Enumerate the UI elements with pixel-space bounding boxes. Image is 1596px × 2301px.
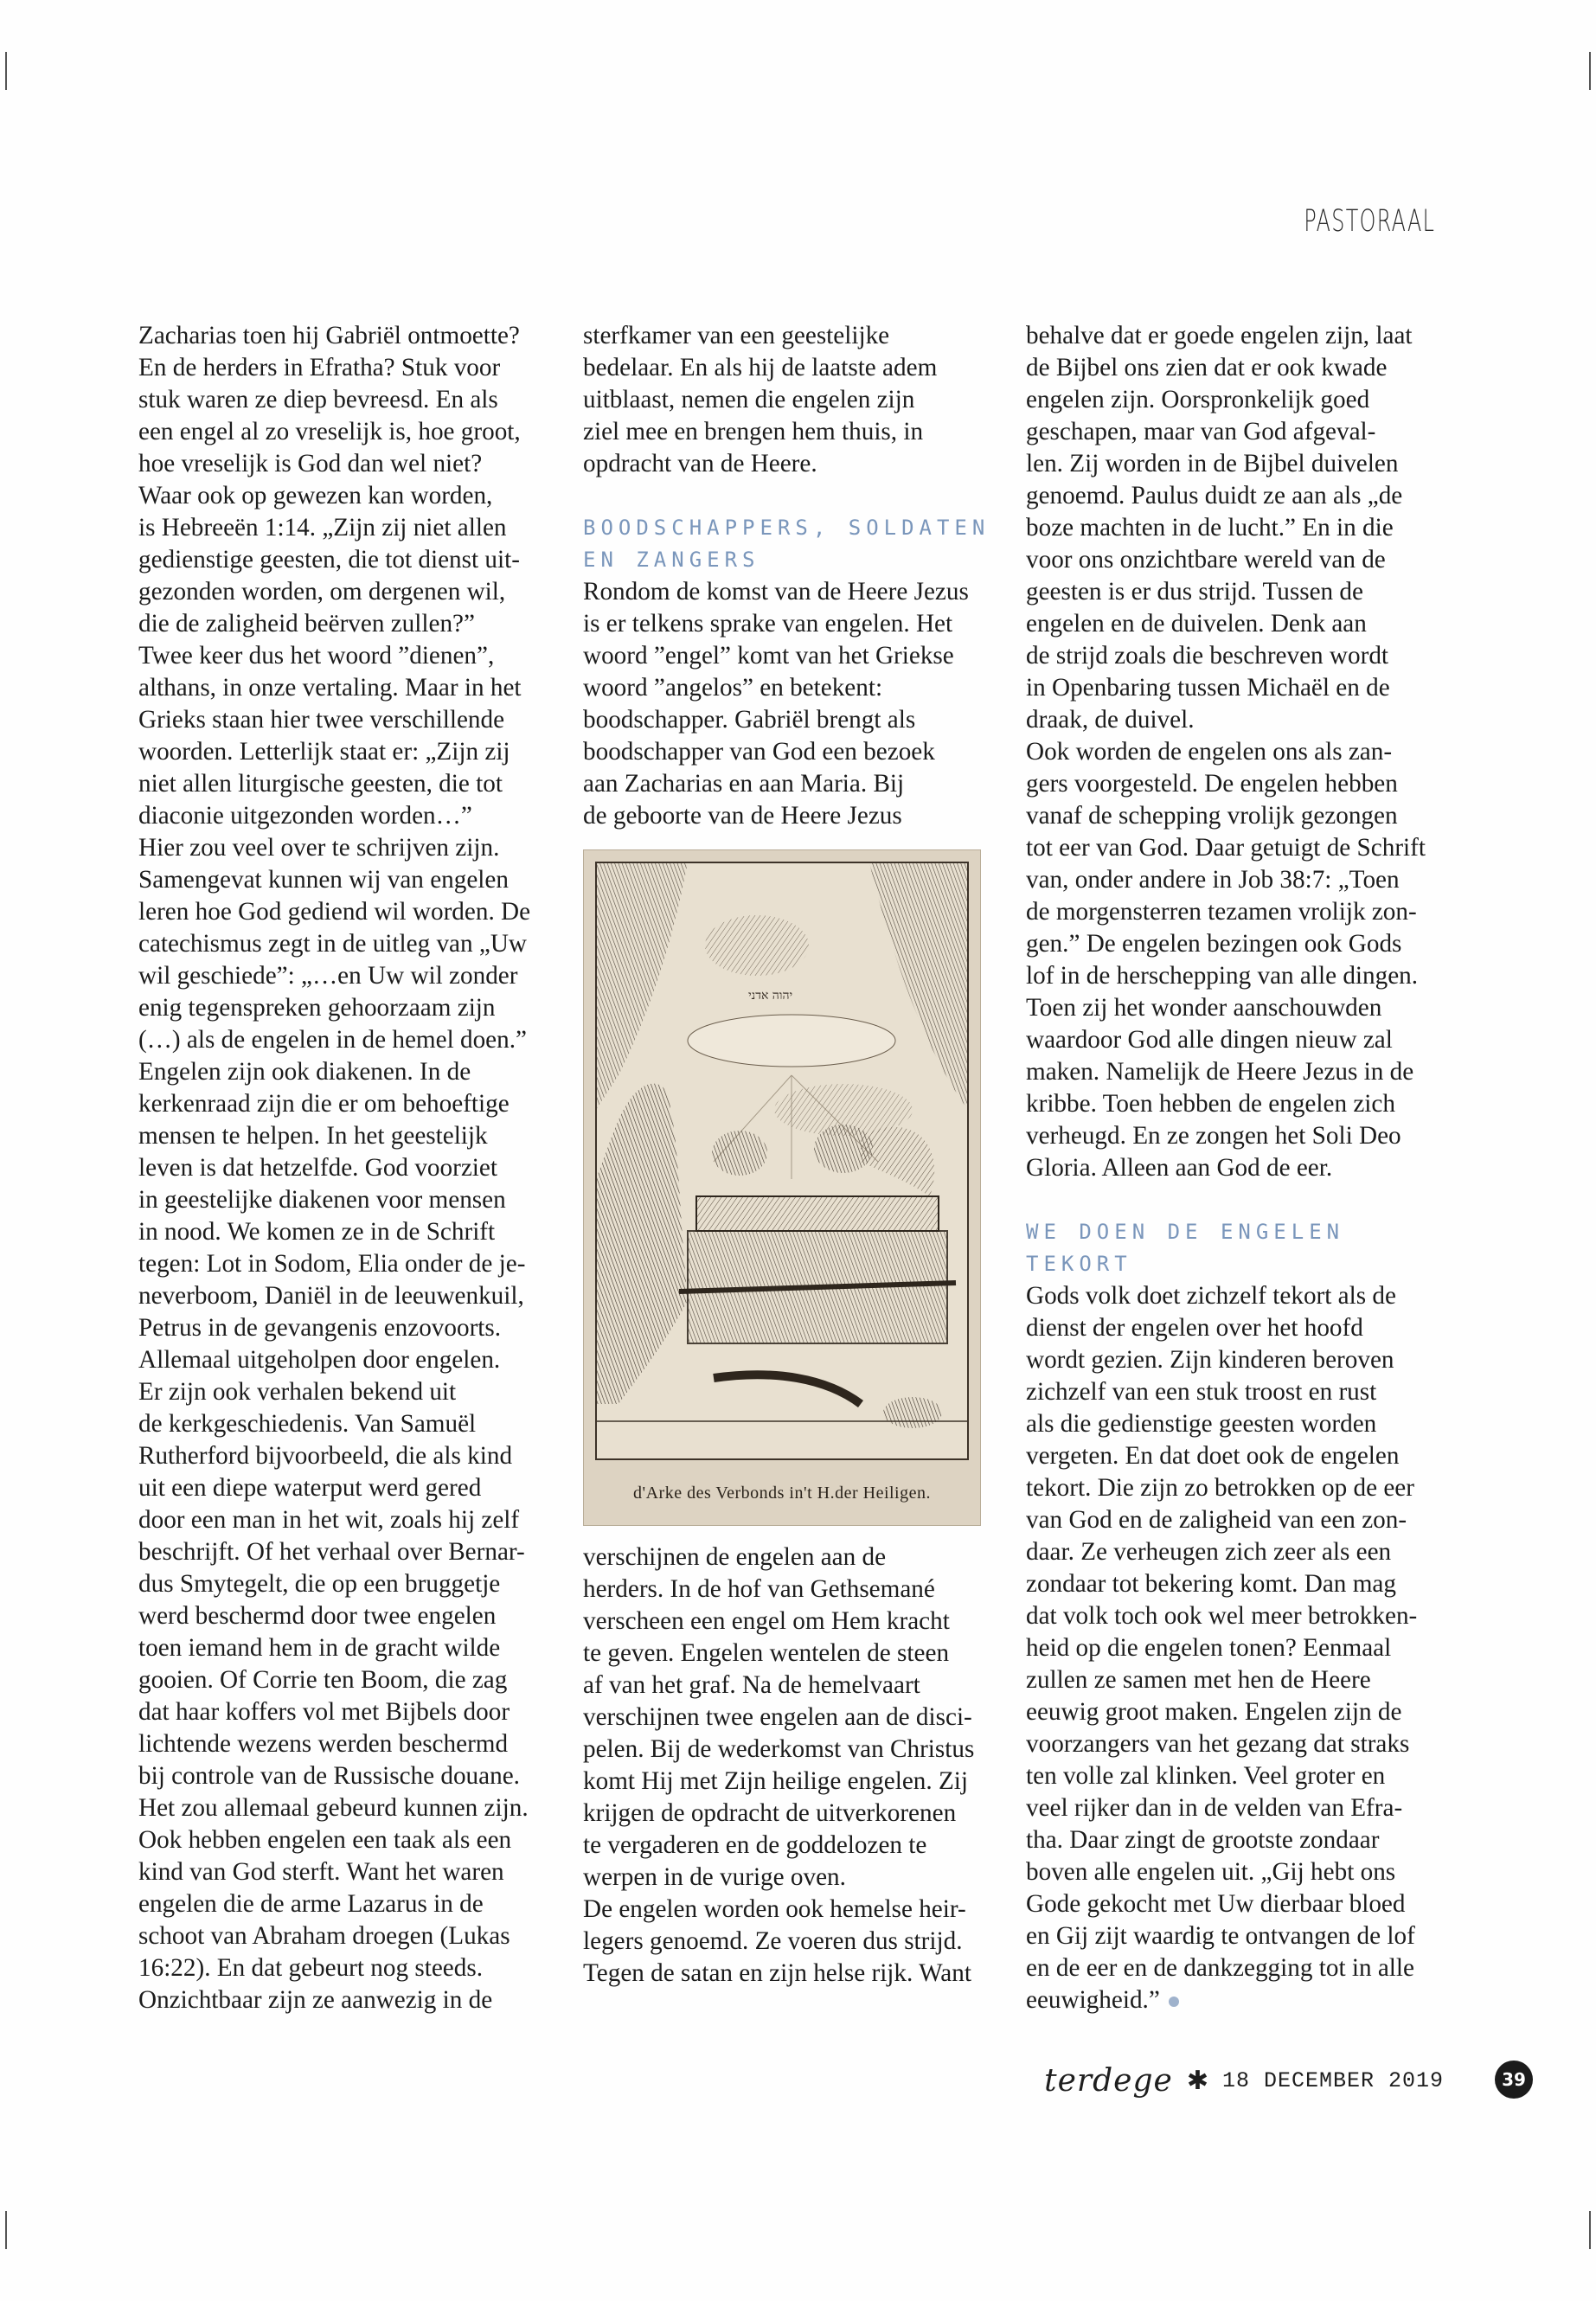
text-line: dus Smytegelt, die op een bruggetje <box>138 1570 501 1598</box>
text-line: Gloria. Alleen aan God de eer. <box>1026 1154 1333 1182</box>
text-line: uitblaast, nemen die engelen zijn <box>583 386 915 413</box>
text-line: de kerkgeschiedenis. Van Samuël <box>138 1410 477 1438</box>
text-line: Waar ook op gewezen kan worden, <box>138 482 493 510</box>
text-line: woord ”angelos” en betekent: <box>583 674 883 702</box>
text-line: de geboorte van de Heere Jezus <box>583 802 902 830</box>
text-line: van, onder andere in Job 38:7: „Toen <box>1026 866 1400 894</box>
crop-mark <box>1589 52 1591 90</box>
text-line: mensen te helpen. In het geestelijk <box>138 1122 488 1150</box>
text-column-1 <box>138 320 545 2016</box>
column-2-mid <box>583 576 998 832</box>
text-line: enig tegenspreken gehoorzaam zijn <box>138 994 496 1022</box>
text-line: behalve dat er goede engelen zijn, laat <box>1026 322 1413 349</box>
text-line: krijgen de opdracht de uitverkorenen <box>583 1799 957 1827</box>
subhead-boodschappers <box>583 512 998 576</box>
text-line: sterfkamer van een geestelijke <box>583 322 890 349</box>
text-line: veel rijker dan in de velden van Efra- <box>1026 1794 1403 1822</box>
text-line: Samengevat kunnen wij van engelen <box>138 866 509 894</box>
text-line: Engelen zijn ook diakenen. In de <box>138 1058 471 1086</box>
column-3-bottom <box>1026 1280 1450 2016</box>
text-line: tot eer van God. Daar getuigt de Schrift <box>1026 834 1426 862</box>
text-line: is Hebreeën 1:14. „Zijn zij niet allen <box>138 514 507 542</box>
text-line: (…) als de engelen in de hemel doen.” <box>138 1026 527 1054</box>
text-line: daar. Ze verheugen zich zeer als een <box>1026 1538 1392 1566</box>
text-line-end: eeuwigheid.” <box>1026 1986 1160 2014</box>
text-line: verschijnen twee engelen aan de disci- <box>583 1703 972 1731</box>
column-3-top <box>1026 320 1450 1184</box>
text-line: genoemd. Paulus duidt ze aan als „de <box>1026 482 1403 510</box>
text-line: wil geschiede”: „…en Uw wil zonder <box>138 962 518 990</box>
text-line: in geestelijke diakenen voor mensen <box>138 1186 506 1214</box>
subhead-line: EN ZANGERS <box>583 548 760 572</box>
subhead-line: BOODSCHAPPERS, SOLDATEN <box>583 516 990 540</box>
text-line: niet allen liturgische geesten, die tot <box>138 770 503 798</box>
text-line: kerkenraad zijn die er om behoeftige <box>138 1090 510 1118</box>
text-line: in nood. We komen ze in de Schrift <box>138 1218 496 1246</box>
text-line: die de zaligheid beërven zullen?” <box>138 610 475 638</box>
crop-mark <box>5 2211 7 2249</box>
text-line: verschijnen de engelen aan de <box>583 1543 887 1571</box>
text-line: lof in de herschepping van alle dingen. <box>1026 962 1419 990</box>
text-line: neverboom, Daniël in de leeuwenkuil, <box>138 1282 524 1310</box>
text-line: heid op die engelen tonen? Eenmaal <box>1026 1634 1392 1662</box>
text-line: gers voorgesteld. De engelen hebben <box>1026 770 1398 798</box>
text-line: aan Zacharias en aan Maria. Bij <box>583 770 905 798</box>
text-line: Zacharias toen hij Gabriël ontmoette? <box>138 322 520 349</box>
text-line: kribbe. Toen hebben de engelen zich <box>1026 1090 1395 1118</box>
text-line <box>1026 1984 1450 2016</box>
ark-of-covenant-engraving <box>584 850 980 1525</box>
text-line: gezonden worden, om dergenen wil, <box>138 578 506 606</box>
text-line: voor ons onzichtbare wereld van de <box>1026 546 1386 574</box>
column-1-body <box>138 320 545 2016</box>
text-line: engelen die de arme Lazarus in de <box>138 1890 484 1918</box>
issue-date: 18 DECEMBER 2019 <box>1221 2067 1444 2093</box>
text-line: als die gedienstige geesten worden <box>1026 1410 1377 1438</box>
text-line: En de herders in Efratha? Stuk voor <box>138 354 501 381</box>
text-line: zullen ze samen met hen de Heere <box>1026 1666 1371 1694</box>
asterisk-icon: ✱ <box>1186 2065 1208 2096</box>
text-line: engelen zijn. Oorspronkelijk goed <box>1026 386 1370 413</box>
hebrew-inscription: יהוה אדני <box>748 989 793 1003</box>
text-line: een engel al zo vreselijk is, hoe groot, <box>138 418 521 445</box>
section-label: PASTORAAL <box>1304 204 1435 239</box>
page-footer <box>1044 2059 1444 2102</box>
text-line: Gode gekocht met Uw dierbaar bloed <box>1026 1890 1406 1918</box>
text-line: legers genoemd. Ze voeren dus strijd. <box>583 1927 963 1955</box>
text-line: toen iemand hem in de gracht wilde <box>138 1634 501 1662</box>
text-line: kind van God sterft. Want het waren <box>138 1858 504 1886</box>
text-line: af van het graf. Na de hemelvaart <box>583 1671 920 1699</box>
text-line: woord ”engel” komt van het Griekse <box>583 642 954 670</box>
text-line: Grieks staan hier twee verschillende <box>138 706 505 734</box>
text-line: geschapen, maar van God afgeval- <box>1026 418 1376 445</box>
text-line: len. Zij worden in de Bijbel duivelen <box>1026 450 1399 478</box>
text-line: tekort. Die zijn zo betrokken op de eer <box>1026 1474 1414 1502</box>
text-line: ten volle zal klinken. Veel groter en <box>1026 1762 1386 1790</box>
text-line: opdracht van de Heere. <box>583 450 817 478</box>
text-line: verheugd. En ze zongen het Soli Deo <box>1026 1122 1401 1150</box>
text-line: 16:22). En dat gebeurt nog steeds. <box>138 1954 483 1982</box>
text-line: boodschapper. Gabriël brengt als <box>583 706 916 734</box>
subhead-line: TEKORT <box>1026 1252 1132 1276</box>
crop-mark <box>1589 2211 1591 2249</box>
text-line: in Openbaring tussen Michaël en de <box>1026 674 1390 702</box>
text-line: de Bijbel ons zien dat er ook kwade <box>1026 354 1388 381</box>
crop-mark <box>5 52 7 90</box>
text-line: Ook hebben engelen een taak als een <box>138 1826 512 1854</box>
text-line: de strijd zoals die beschreven wordt <box>1026 642 1389 670</box>
text-line: leven is dat hetzelfde. God voorziet <box>138 1154 497 1182</box>
text-line: pelen. Bij de wederkomst van Christus <box>583 1735 975 1763</box>
text-line: voorzangers van het gezang dat straks <box>1026 1730 1410 1758</box>
text-line: engelen en de duivelen. Denk aan <box>1026 610 1367 638</box>
text-line: waardoor God alle dingen nieuw zal <box>1026 1026 1393 1054</box>
page-number: 39 <box>1495 2061 1533 2099</box>
text-line: Tegen de satan en zijn helse rijk. Want <box>583 1959 971 1987</box>
magazine-brand: terdege <box>1044 2062 1173 2099</box>
text-line: van God en de zaligheid van een zon- <box>1026 1506 1407 1534</box>
text-line: vergeten. En dat doet ook de engelen <box>1026 1442 1400 1470</box>
text-line: ziel mee en brengen hem thuis, in <box>583 418 924 445</box>
column-2-top <box>583 320 998 480</box>
text-line: de morgensterren tezamen vrolijk zon- <box>1026 898 1417 926</box>
text-line: beschrijft. Of het verhaal over Bernar- <box>138 1538 525 1566</box>
text-line: herders. In de hof van Gethsemané <box>583 1575 935 1603</box>
text-line: werd beschermd door twee engelen <box>138 1602 497 1630</box>
text-line: tegen: Lot in Sodom, Elia onder de je- <box>138 1250 526 1278</box>
text-line: Gods volk doet zichzelf tekort als de <box>1026 1282 1396 1310</box>
text-line: dienst der engelen over het hoofd <box>1026 1314 1363 1342</box>
text-line: Rutherford bijvoorbeeld, die als kind <box>138 1442 513 1470</box>
subhead-line: WE DOEN DE ENGELEN <box>1026 1220 1345 1244</box>
text-line: Het zou allemaal gebeurd kunnen zijn. <box>138 1794 529 1822</box>
text-line: stuk waren ze diep bevreesd. En als <box>138 386 498 413</box>
engraving-illustration <box>583 849 981 1526</box>
text-line: Ook worden de engelen ons als zan- <box>1026 738 1393 766</box>
text-line: is er telkens sprake van engelen. Het <box>583 610 953 638</box>
engraving-caption: d'Arke des Verbonds in't H.der Heiligen. <box>633 1484 931 1503</box>
column-2-bottom <box>583 1541 998 1990</box>
text-line: catechismus zegt in de uitleg van „Uw <box>138 930 528 958</box>
text-line: werpen in de vurige oven. <box>583 1863 846 1891</box>
text-line: Onzichtbaar zijn ze aanwezig in de <box>138 1986 493 2014</box>
text-line: leren hoe God gediend wil worden. De <box>138 898 531 926</box>
text-line: diaconie uitgezonden worden…” <box>138 802 472 830</box>
text-line: vanaf de schepping vrolijk gezongen <box>1026 802 1398 830</box>
text-line: bij controle van de Russische douane. <box>138 1762 520 1790</box>
text-line: maken. Namelijk de Heere Jezus in de <box>1026 1058 1414 1086</box>
text-line: zondaar tot bekering komt. Dan mag <box>1026 1570 1396 1598</box>
subhead-engelen-tekort <box>1026 1216 1450 1280</box>
text-line: en de eer en de dankzegging tot in alle <box>1026 1954 1414 1982</box>
text-line: boven alle engelen uit. „Gij hebt ons <box>1026 1858 1396 1886</box>
text-line: komt Hij met Zijn heilige engelen. Zij <box>583 1767 969 1795</box>
text-line: door een man in het wit, zoals hij zelf <box>138 1506 520 1534</box>
text-line: gen.” De engelen bezingen ook Gods <box>1026 930 1402 958</box>
text-line: woorden. Letterlijk staat er: „Zijn zij <box>138 738 510 766</box>
text-line: verscheen een engel om Hem kracht <box>583 1607 950 1635</box>
text-line: zichzelf van een stuk troost en rust <box>1026 1378 1377 1406</box>
text-line: schoot van Abraham droegen (Lukas <box>138 1922 510 1950</box>
text-line: dat volk toch ook wel meer betrokken- <box>1026 1602 1418 1630</box>
text-line: wordt gezien. Zijn kinderen beroven <box>1026 1346 1394 1374</box>
text-line: Petrus in de gevangenis enzovoorts. <box>138 1314 502 1342</box>
text-line: althans, in onze vertaling. Maar in het <box>138 674 522 702</box>
text-line: Twee keer dus het woord ”dienen”, <box>138 642 495 670</box>
text-line: De engelen worden ook hemelse heir- <box>583 1895 966 1923</box>
text-line: lichtende wezens werden beschermd <box>138 1730 509 1758</box>
text-line: boodschapper van God een bezoek <box>583 738 935 766</box>
text-line: dat haar koffers vol met Bijbels door <box>138 1698 510 1726</box>
text-line: Rondom de komst van de Heere Jezus <box>583 578 969 606</box>
text-line: gooien. Of Corrie ten Boom, die zag <box>138 1666 508 1694</box>
text-line: en Gij zijt waardig te ontvangen de lof <box>1026 1922 1415 1950</box>
text-line: geesten is er dus strijd. Tussen de <box>1026 578 1363 606</box>
article-end-dot-icon <box>1169 1997 1179 2007</box>
text-line: te geven. Engelen wentelen de steen <box>583 1639 950 1667</box>
text-line: Toen zij het wonder aanschouwden <box>1026 994 1382 1022</box>
text-line: Er zijn ook verhalen bekend uit <box>138 1378 457 1406</box>
text-line: eeuwig groot maken. Engelen zijn de <box>1026 1698 1402 1726</box>
text-line: bedelaar. En als hij de laatste adem <box>583 354 938 381</box>
text-line: draak, de duivel. <box>1026 706 1195 734</box>
text-line: te vergaderen en de goddelozen te <box>583 1831 927 1859</box>
text-line: Hier zou veel over te schrijven zijn. <box>138 834 500 862</box>
text-line: boze machten in de lucht.” En in die <box>1026 514 1394 542</box>
text-column-3 <box>1026 320 1450 2016</box>
text-column-2 <box>583 320 998 1990</box>
text-line: uit een diepe waterput werd gered <box>138 1474 482 1502</box>
text-line: tha. Daar zingt de grootste zondaar <box>1026 1826 1380 1854</box>
text-line: Allemaal uitgeholpen door engelen. <box>138 1346 501 1374</box>
text-line: hoe vreselijk is God dan wel niet? <box>138 450 483 478</box>
text-line: gedienstige geesten, die tot dienst uit- <box>138 546 520 574</box>
